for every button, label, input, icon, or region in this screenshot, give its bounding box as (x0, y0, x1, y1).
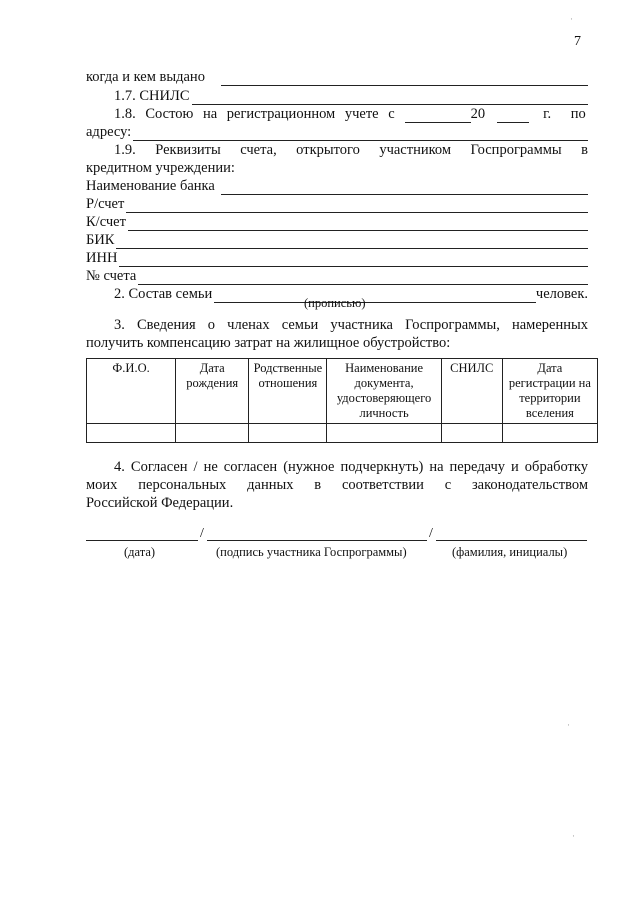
scan-speck: · (567, 720, 570, 730)
requisites-text-line2: кредитном учреждении: (86, 160, 235, 176)
members-text-line1: 3. Сведения о членах семьи участника Госпрограммы, намеренных (114, 317, 588, 333)
snils-label: 1.7. СНИЛС (114, 88, 190, 104)
correspondent-account-label: К/счет (86, 214, 126, 230)
consent-line3: Российской Федерации. (86, 495, 234, 511)
consent-line1: 4. Согласен / не согласен (нужное подчеркнуть) на передачу и обработку (114, 459, 588, 475)
registration-label: 1.8. Состою на регистрационном учете с (114, 106, 395, 122)
table-header-cell: Родственные отношения (249, 359, 327, 424)
inn-field[interactable] (119, 254, 588, 267)
issued-field[interactable] (221, 73, 588, 86)
settlement-account-label: Р/счет (86, 196, 125, 212)
issued-row (86, 68, 588, 86)
table-header-cell: Дата регистрации на территории вселения (502, 359, 597, 424)
page-number: 7 (574, 34, 581, 49)
address-label: адресу: (86, 124, 132, 140)
signature-caption: (подпись участника Госпрограммы) (216, 545, 407, 559)
table-header-cell: Наименование документа, удостоверяющего личность (327, 359, 441, 424)
bik-label: БИК (86, 232, 115, 248)
bik-row (86, 231, 588, 249)
table-header-row (87, 359, 598, 424)
name-caption: (фамилия, инициалы) (452, 545, 568, 559)
table-row (87, 424, 598, 443)
scan-speck: · (572, 831, 575, 841)
correspondent-account-row (86, 213, 588, 231)
signature-slash-2: / (429, 526, 433, 541)
settlement-account-field[interactable] (126, 200, 588, 213)
bank-name-label: Наименование банка (86, 178, 215, 194)
consent-line2: моих персональных данных в соответствии с законодательством (86, 477, 588, 493)
account-number-row (86, 267, 588, 285)
address-field[interactable] (133, 128, 588, 141)
family-members-table (86, 358, 598, 443)
family-unit: человек. (535, 286, 588, 302)
inn-row (86, 249, 588, 267)
table-cell[interactable] (176, 424, 249, 443)
table-cell[interactable] (87, 424, 176, 443)
table-header-cell: СНИЛС (441, 359, 502, 424)
table-cell[interactable] (502, 424, 597, 443)
snils-field[interactable] (192, 92, 589, 105)
date-line[interactable] (86, 540, 198, 541)
bank-name-field[interactable] (221, 182, 588, 195)
bik-field[interactable] (116, 236, 588, 249)
table-cell[interactable] (327, 424, 441, 443)
table-cell[interactable] (441, 424, 502, 443)
bank-name-row (86, 177, 588, 195)
family-caption: (прописью) (304, 296, 366, 310)
correspondent-account-field[interactable] (128, 218, 588, 231)
registration-year-prefix: 20 (470, 106, 486, 122)
registration-row (114, 105, 588, 123)
snils-row (114, 87, 588, 105)
registration-date-field[interactable] (405, 110, 471, 123)
family-label: 2. Состав семьи (114, 286, 213, 302)
date-caption: (дата) (124, 545, 156, 559)
account-number-label: № счета (86, 268, 137, 284)
account-number-field[interactable] (138, 272, 588, 285)
name-line[interactable] (436, 540, 587, 541)
issued-label: когда и кем выдано (86, 69, 205, 85)
signature-slash-1: / (200, 526, 204, 541)
table-header-cell: Дата рождения (176, 359, 249, 424)
signature-line[interactable] (207, 540, 427, 541)
registration-year-field[interactable] (497, 110, 529, 123)
requisites-text-line1: 1.9. Реквизиты счета, открытого участником Госпрограммы в (114, 142, 588, 158)
address-row (86, 123, 588, 141)
settlement-account-row (86, 195, 588, 213)
table-cell[interactable] (249, 424, 327, 443)
table-header-cell: Ф.И.О. (87, 359, 176, 424)
family-count-field[interactable] (214, 290, 536, 303)
inn-label: ИНН (86, 250, 118, 266)
scan-speck: · (570, 14, 573, 24)
members-text-line2: получить компенсацию затрат на жилищное обустройство: (86, 335, 451, 351)
registration-year-suffix: г. по (543, 106, 586, 122)
